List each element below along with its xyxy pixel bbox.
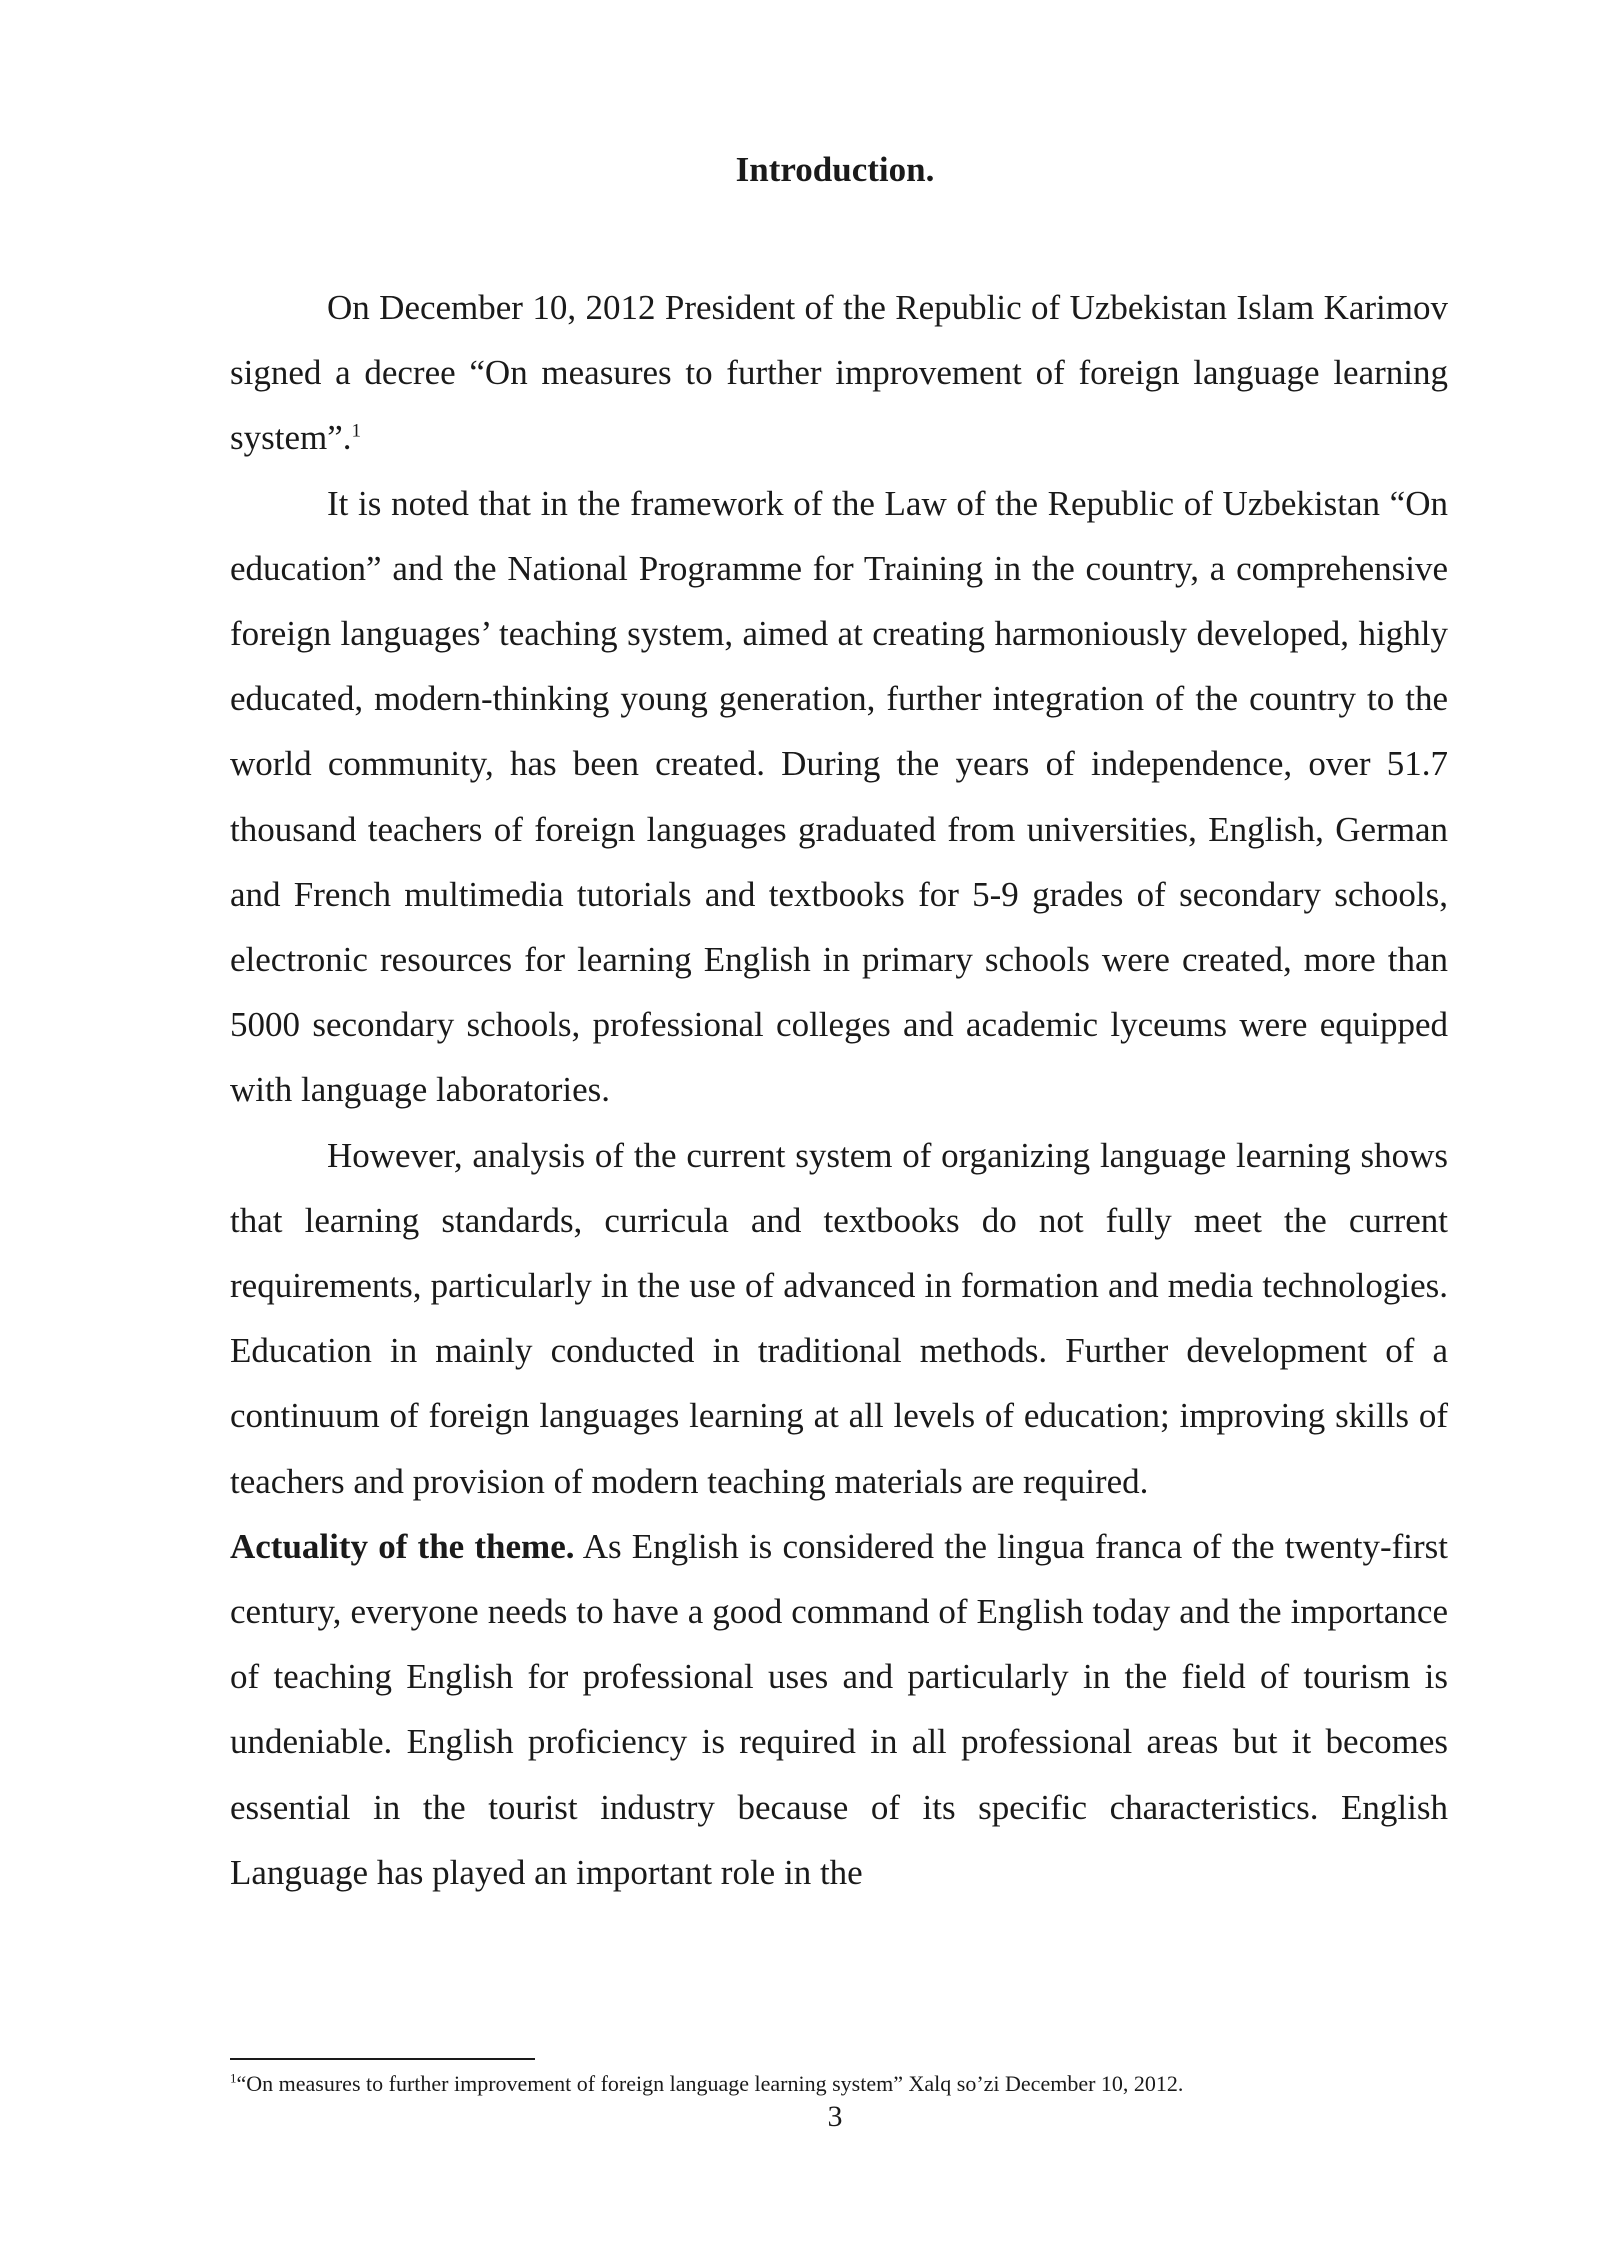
page-title: Introduction. <box>735 150 935 189</box>
paragraph-text: As English is considered the lingua franca of the twenty-first century, everyone needs to have a good command of English today and the importance of teaching English for professional uses and particularly in the field of tourism is undeniable. English proficiency is required in all professional areas but it becomes essential in the tourist industry because of its specific characteristics. English Language has played an important role in the <box>230 1526 1448 1892</box>
footnote-reference[interactable]: 1 <box>351 420 362 442</box>
body-text <box>230 275 1448 1905</box>
paragraph-analysis: However, analysis of the current system of organizing language learning shows that learning standards, curricula and textbooks do not fully meet the current requirements, particularly in the use of advanced in formation and media technologies. Education in mainly conducted in traditional methods. Further development of a continuum of foreign languages learning at all levels of education; improving skills of teachers and provision of modern teaching materials are required. <box>230 1135 1448 1501</box>
footnote-text: “On measures to further improvement of foreign language learning system” Xalq so’zi December 10, 2012. <box>236 2071 1184 2096</box>
paragraph-decree <box>230 275 1448 471</box>
footnote-separator <box>230 2058 535 2060</box>
section-lead-heading: Actuality of the theme. <box>230 1526 575 1566</box>
paragraph-text: On December 10, 2012 President of the Republic of Uzbekistan Islam Karimov signed a decree “On measures to further improvement of foreign language learning system”. <box>230 288 1448 458</box>
paragraph-framework: It is noted that in the framework of the Law of the Republic of Uzbekistan “On education” and the National Programme for Training in the country, a comprehensive foreign languages’ teaching system, aimed at creating harmoniously developed, highly educated, modern-thinking young generation, further integration of the country to the world community, has been created. During the years of independence, over 51.7 thousand teachers of foreign languages graduated from universities, English, German and French multimedia tutorials and textbooks for 5-9 grades of secondary schools, electronic resources for learning English in primary schools were created, more than 5000 secondary schools, professional colleges and academic lyceums were equipped with language laboratories. <box>230 483 1448 1110</box>
paragraph-actuality <box>230 1514 1448 1905</box>
footnote-number: 1 <box>230 2070 237 2086</box>
page-number: 3 <box>827 2100 843 2133</box>
footnote <box>230 2070 1448 2098</box>
